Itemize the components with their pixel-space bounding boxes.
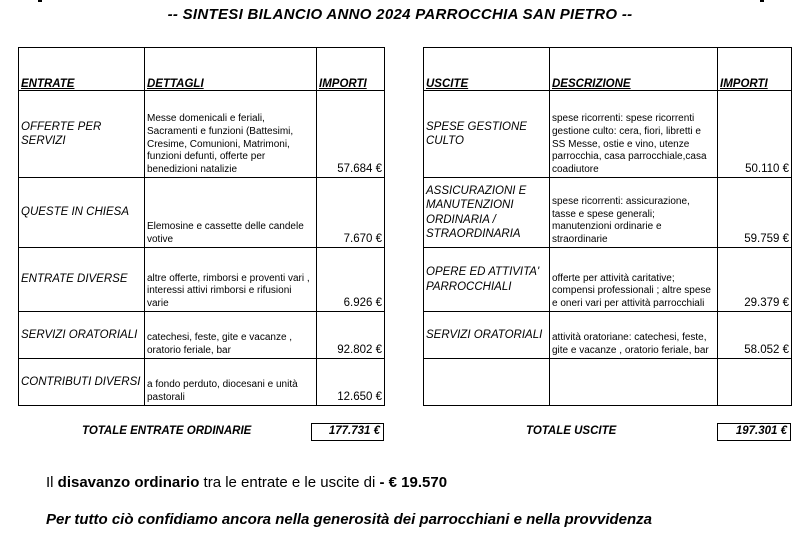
table-header-row (19, 48, 385, 91)
table-row (19, 248, 385, 312)
row-details: spese ricorrenti: spese ricorrenti gestione culto: cera, fiori, libretti e SS Messe, ostie e vino, utenze parrocchia, casa parrocchiale,casa coadiutore (550, 91, 718, 178)
row-category: QUESTE IN CHIESA (19, 178, 145, 248)
row-details: attività oratoriane: catechesi, feste, gite e vacanze , oratorio feriale, bar (550, 312, 718, 359)
col-header-importi: IMPORTI (718, 48, 792, 91)
table-row (19, 359, 385, 406)
row-amount: 6.926 € (317, 248, 385, 312)
row-amount: 58.052 € (718, 312, 792, 359)
row-details: Elemosine e cassette delle candele votive (145, 178, 317, 248)
entrate-table (18, 47, 385, 406)
col-header-importi: IMPORTI (317, 48, 385, 91)
row-category: ASSICURAZIONI E MANUTENZIONI ORDINARIA / STRAORDINARIA (424, 178, 550, 248)
row-details: offerte per attività caritative; compensi professionali ; altre spese e oneri vari per attività parrocchiali (550, 248, 718, 312)
row-amount: 12.650 € (317, 359, 385, 406)
table-row (424, 359, 792, 406)
row-amount (718, 359, 792, 406)
disavanzo-prefix: Il (46, 474, 58, 491)
col-header-entrate: ENTRATE (19, 48, 145, 91)
row-amount: 7.670 € (317, 178, 385, 248)
disavanzo-amount: - € 19.570 (379, 474, 448, 491)
row-details: spese ricorrenti: assicurazione, tasse e spese generali; manutenzioni ordinarie e straordinarie (550, 178, 718, 248)
row-amount: 29.379 € (718, 248, 792, 312)
uscite-table (423, 47, 792, 406)
row-details: a fondo perduto, diocesani e unità pastorali (145, 359, 317, 406)
table-header-row (424, 48, 792, 91)
row-category: CONTRIBUTI DIVERSI (19, 359, 145, 406)
table-row (19, 178, 385, 248)
row-details: altre offerte, rimborsi e proventi vari , interessi attivi rimborsi e rifusioni varie (145, 248, 317, 312)
row-details: catechesi, feste, gite e vacanze , oratorio feriale, bar (145, 312, 317, 359)
table-row (19, 312, 385, 359)
totale-entrate-label: TOTALE ENTRATE ORDINARIE (82, 425, 252, 437)
table-row (424, 178, 792, 248)
row-details (550, 359, 718, 406)
table-row (19, 91, 385, 178)
row-category: SPESE GESTIONE CULTO (424, 91, 550, 178)
row-details: Messe domenicali e feriali, Sacramenti e funzioni (Battesimi, Cresime, Comunioni, Matrimoni, funzioni defunti, offerte per benedizioni natalizie (145, 91, 317, 178)
row-category: SERVIZI ORATORIALI (19, 312, 145, 359)
disavanzo-label: disavanzo ordinario (57, 474, 200, 491)
col-header-descrizione: DESCRIZIONE (550, 48, 718, 91)
row-amount: 59.759 € (718, 178, 792, 248)
row-category: SERVIZI ORATORIALI (424, 312, 550, 359)
page-title: -- SINTESI BILANCIO ANNO 2024 PARROCCHIA SAN PIETRO -- (167, 6, 633, 23)
row-category: ENTRATE DIVERSE (19, 248, 145, 312)
totale-uscite-value: 197.301 € (717, 423, 791, 441)
closing-statement: Per tutto ciò confidiamo ancora nella generosità dei parrocchiani e nella provvidenza (46, 511, 652, 528)
row-amount: 57.684 € (317, 91, 385, 178)
disavanzo-middle: tra le entrate e le uscite di (199, 474, 380, 491)
row-amount: 50.110 € (718, 91, 792, 178)
disavanzo-line (46, 474, 447, 491)
totale-entrate-value: 177.731 € (311, 423, 384, 441)
row-category (424, 359, 550, 406)
table-row (424, 91, 792, 178)
totale-uscite-label: TOTALE USCITE (526, 425, 617, 437)
cropped-text-fragments (0, 0, 800, 2)
row-category: OPERE ED ATTIVITA' PARROCCHIALI (424, 248, 550, 312)
table-row (424, 248, 792, 312)
row-category: OFFERTE PER SERVIZI (19, 91, 145, 178)
col-header-uscite: USCITE (424, 48, 550, 91)
table-row (424, 312, 792, 359)
row-amount: 92.802 € (317, 312, 385, 359)
col-header-dettagli: DETTAGLI (145, 48, 317, 91)
